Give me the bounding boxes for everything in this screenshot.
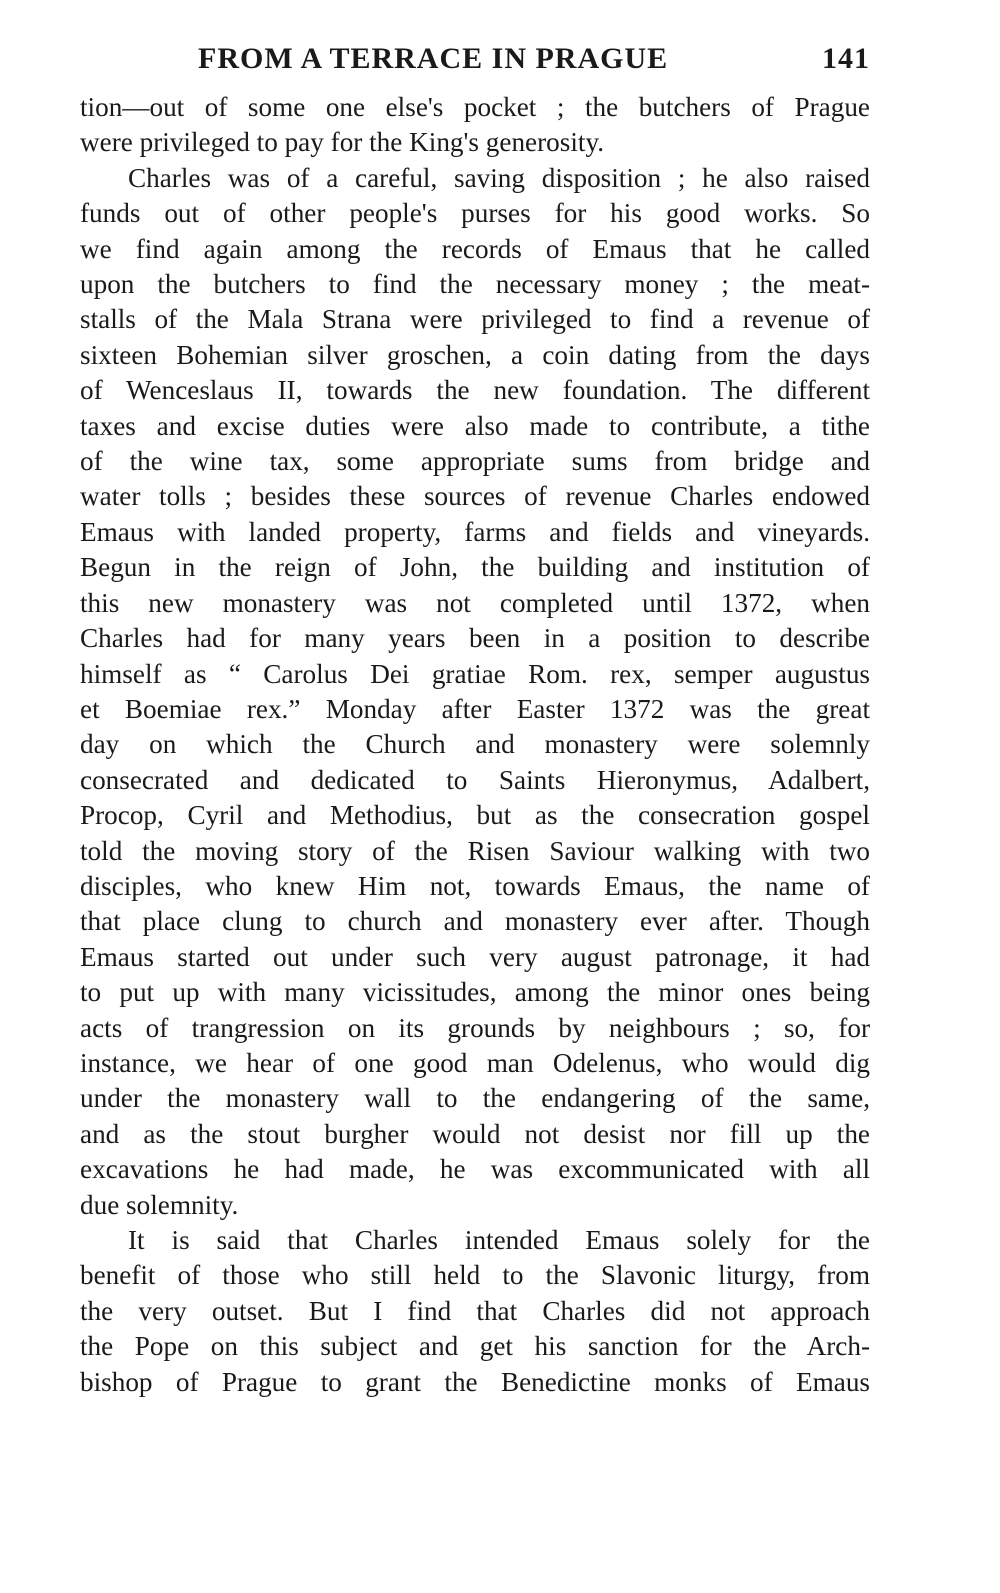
- text-line: this new monastery was not completed until 1372, when: [80, 587, 870, 618]
- text-line: instance, we hear of one good man Odelenus, who would dig: [80, 1047, 870, 1078]
- paragraph: [80, 1223, 870, 1400]
- text-line: upon the butchers to find the necessary money ; the meat-: [80, 269, 870, 300]
- text-line: tion—out of some one else's pocket ; the butchers of Prague: [80, 92, 870, 122]
- text-line: acts of trangression on its grounds by neighbours ; so, for: [80, 1012, 870, 1043]
- text-line: day on which the Church and monastery were solemnly: [80, 729, 870, 760]
- text-line: and as the stout burgher would not desist nor fill up the: [80, 1118, 870, 1149]
- text-line: the very outset. But I find that Charles did not approach: [80, 1295, 870, 1326]
- text-line: Emaus with landed property, farms and fields and vineyards.: [80, 516, 870, 547]
- text-line: funds out of other people's purses for his good works. So: [80, 198, 870, 229]
- text-line: et Boemiae rex.” Monday after Easter 1372 was the great: [80, 693, 870, 724]
- running-head: [80, 30, 870, 90]
- text-line: taxes and excise duties were also made to contribute, a tithe: [80, 410, 870, 441]
- page-number: 141: [822, 42, 870, 75]
- text-line: Procop, Cyril and Methodius, but as the consecration gospel: [80, 800, 870, 831]
- text-line: himself as “ Carolus Dei gratiae Rom. rex, semper augustus: [80, 658, 870, 689]
- paragraph-continued: [80, 90, 870, 161]
- text-line: we find again among the records of Emaus that he called: [80, 233, 870, 264]
- paragraph: [80, 161, 870, 1223]
- body-text: [80, 90, 870, 1400]
- text-line: benefit of those who still held to the Slavonic liturgy, from: [80, 1260, 870, 1291]
- text-line: consecrated and dedicated to Saints Hieronymus, Adalbert,: [80, 764, 870, 795]
- book-page: [80, 30, 870, 1400]
- text-line: due solemnity.: [80, 1189, 239, 1220]
- text-line: under the monastery wall to the endangering of the same,: [80, 1083, 870, 1114]
- text-line: Begun in the reign of John, the building and institution of: [80, 552, 870, 583]
- text-line: water tolls ; besides these sources of revenue Charles endowed: [80, 481, 870, 512]
- text-line: disciples, who knew Him not, towards Emaus, the name of: [80, 870, 870, 901]
- text-line: that place clung to church and monastery ever after. Though: [80, 906, 870, 937]
- text-line: were privileged to pay for the King's generosity.: [80, 127, 605, 158]
- text-line: Charles had for many years been in a position to describe: [80, 623, 870, 654]
- text-line: bishop of Prague to grant the Benedictine monks of Emaus: [80, 1366, 870, 1397]
- text-line: Emaus started out under such very august patronage, it had: [80, 941, 870, 972]
- text-line: sixteen Bohemian silver groschen, a coin dating from the days: [80, 339, 870, 370]
- text-line: Charles was of a careful, saving disposition ; he also raised: [128, 162, 870, 193]
- text-line: excavations he had made, he was excommunicated with all: [80, 1154, 870, 1185]
- text-line: told the moving story of the Risen Saviour walking with two: [80, 835, 870, 866]
- running-title: FROM A TERRACE IN PRAGUE: [198, 42, 669, 75]
- text-line: It is said that Charles intended Emaus solely for the: [128, 1225, 870, 1255]
- text-line: of the wine tax, some appropriate sums from bridge and: [80, 446, 870, 477]
- text-line: of Wenceslaus II, towards the new foundation. The different: [80, 375, 870, 406]
- text-line: to put up with many vicissitudes, among the minor ones being: [80, 977, 870, 1008]
- text-line: stalls of the Mala Strana were privileged to find a revenue of: [80, 304, 870, 335]
- text-line: the Pope on this subject and get his sanction for the Arch-: [80, 1331, 870, 1362]
